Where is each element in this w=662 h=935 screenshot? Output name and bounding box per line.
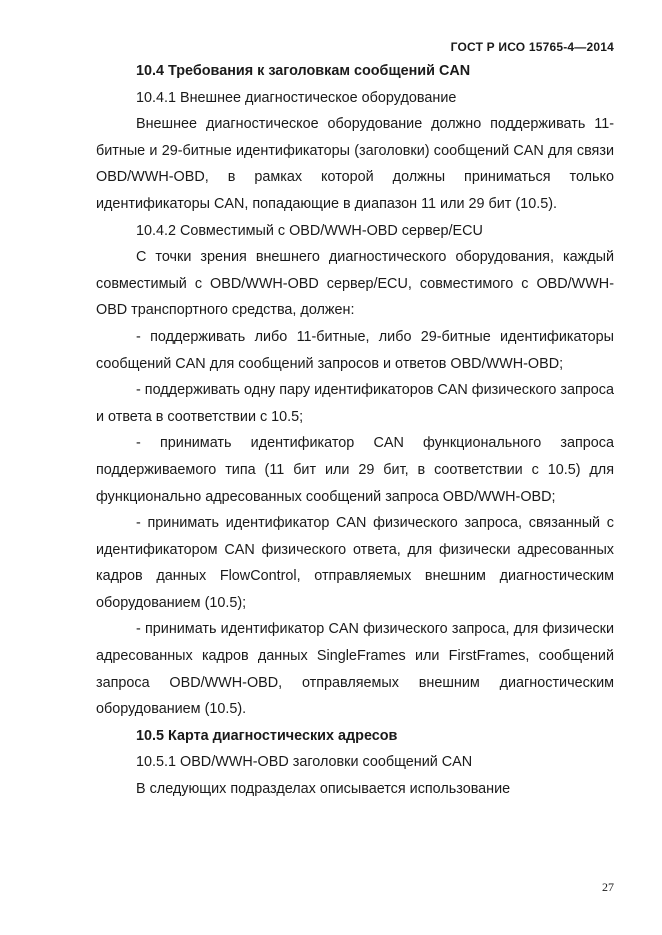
list-item: - поддерживать либо 11-битные, либо 29-битные идентификаторы сообщений CAN для сообщений запросов и ответов OBD/WWH-OBD; (96, 328, 614, 372)
paragraph: Внешнее диагностическое оборудование должно поддерживать 11-битные и 29-битные идентификаторы (заголовки) сообщений CAN для связи OBD/WWH-OBD, в рамках которой должны приниматься только идентификаторы CAN, попадающие в диапазон 11 или 29 бит (10.5). (96, 116, 614, 212)
list-item: - поддерживать одну пару идентификаторов CAN физического запроса и ответа в соответствии с 10.5; (96, 382, 614, 425)
list-item: - принимать идентификатор CAN функционального запроса поддерживаемого типа (11 бит или 29 бит, в соответствии с 10.5) для функционально адресованных сообщений запроса OBD/WWH-OBD; (96, 435, 614, 505)
section-heading-10-5: 10.5 Карта диагностических адресов (136, 727, 398, 744)
section-heading-10-4: 10.4 Требования к заголовкам сообщений CAN (136, 63, 471, 79)
subsection-title-10-4-2: 10.4.2 Совместимый с OBD/WWH-OBD сервер/ECU (136, 222, 483, 239)
list-item: - принимать идентификатор CAN физического запроса, связанный с идентификатором CAN физического ответа, для физически адресованных кадров данных FlowControl, отправляемых внешним диагностическим оборудованием (10.5); (96, 515, 614, 611)
document-body (96, 58, 614, 803)
subsection-title-10-5-1: 10.5.1 OBD/WWH-OBD заголовки сообщений CAN (136, 754, 473, 771)
paragraph: С точки зрения внешнего диагностического оборудования, каждый совместимый с OBD/WWH-OBD сервер/ECU, совместимого с OBD/WWH-OBD транспортного средства, должен: (96, 249, 614, 319)
subsection-title-10-4-1: 10.4.1 Внешнее диагностическое оборудование (136, 89, 457, 106)
page-number: 27 (602, 880, 614, 894)
paragraph: В следующих подразделах описывается использование (136, 781, 511, 798)
list-item: - принимать идентификатор CAN физического запроса, для физически адресованных кадров данных SingleFrames или FirstFrames, сообщений запроса OBD/WWH-OBD, отправляемых внешним диагностическим оборудованием (10.5). (96, 621, 614, 718)
document-header: ГОСТ Р ИСО 15765-4—2014 (450, 40, 614, 54)
